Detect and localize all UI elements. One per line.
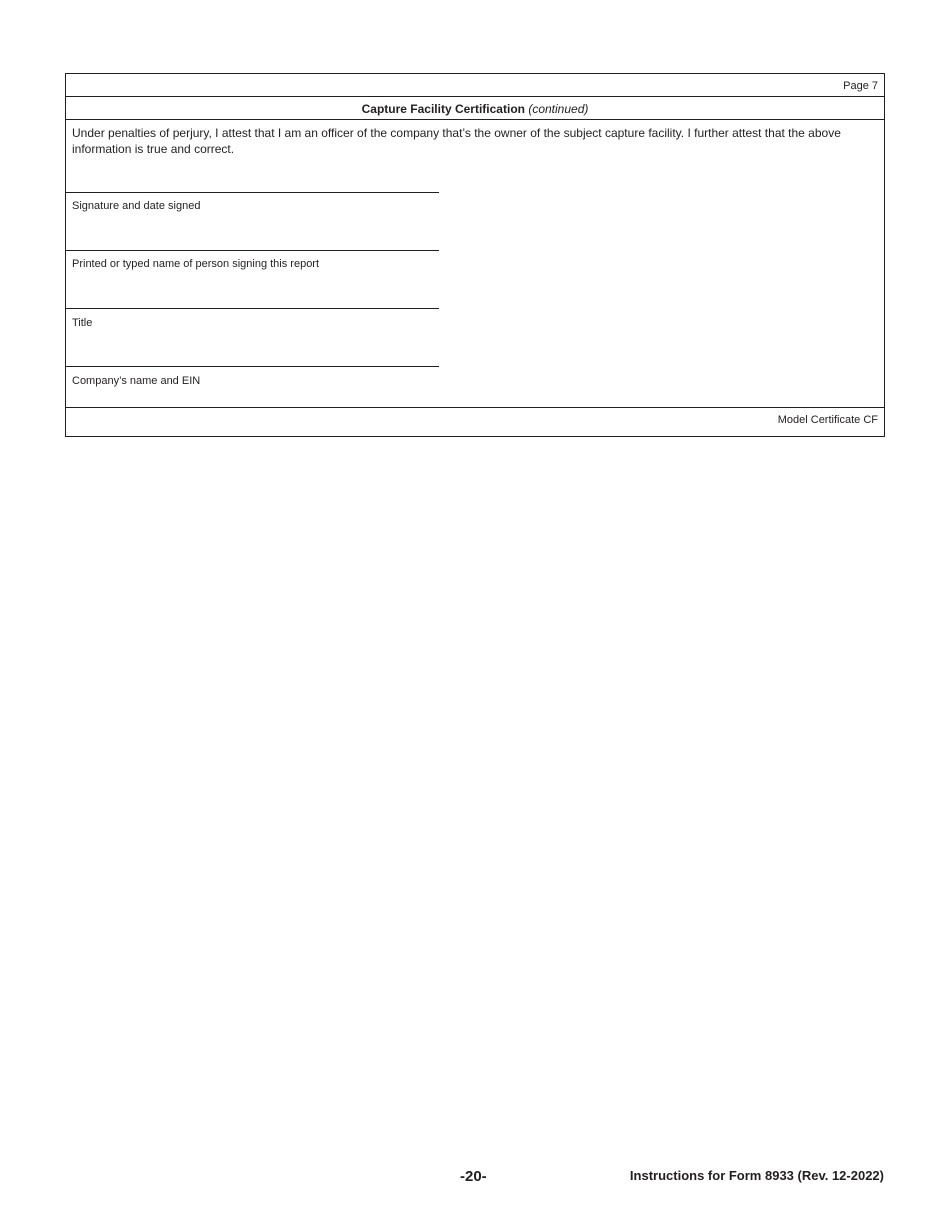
printed-name-label: Printed or typed name of person signing this report	[72, 258, 320, 270]
signature-date-label: Signature and date signed	[72, 200, 201, 212]
divider	[66, 96, 884, 97]
signature-line[interactable]	[66, 192, 439, 193]
company-name-ein-label: Company’s name and EIN	[72, 375, 201, 387]
page-label: Page 7	[843, 80, 878, 92]
model-certificate-label: Model Certificate CF	[777, 414, 878, 426]
divider	[66, 407, 884, 408]
company-name-line[interactable]	[66, 366, 439, 367]
certification-form	[65, 73, 885, 437]
form-title-main: Capture Facility Certification	[361, 102, 525, 116]
form-title	[66, 102, 884, 116]
page-number: -20-	[460, 1168, 487, 1185]
title-label: Title	[72, 317, 93, 329]
title-line[interactable]	[66, 308, 439, 309]
divider	[66, 119, 884, 120]
attestation-text: Under penalties of perjury, I attest that I am an officer of the company that’s the owner of the subject capture facility. I further attest that the above information is true and correct.	[72, 126, 841, 156]
printed-name-line[interactable]	[66, 250, 439, 251]
document-footer: Instructions for Form 8933 (Rev. 12-2022)	[629, 1168, 884, 1183]
form-title-suffix: (continued)	[528, 102, 589, 116]
